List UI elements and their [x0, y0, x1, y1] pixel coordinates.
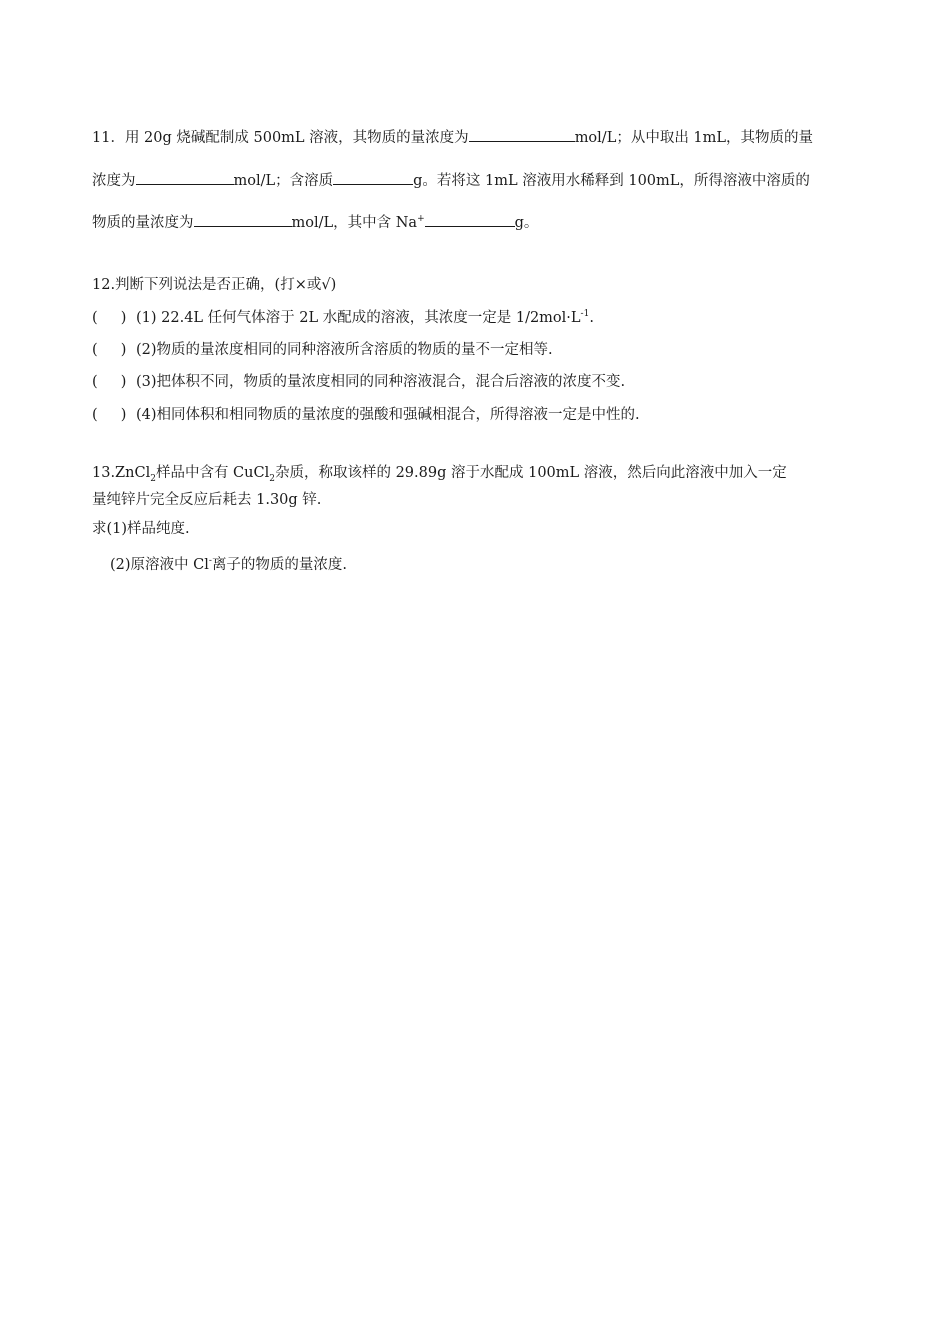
q12-title: 12.判断下列说法是否正确，(打×或√) [92, 277, 337, 293]
q12-item-text: (2)物质的量浓度相同的同种溶液所含溶质的物质的量不一定相等. [136, 342, 553, 358]
q12-item-3 [92, 372, 625, 392]
q12-item-4 [92, 405, 640, 425]
q12-item-text: (3)把体积不同，物质的量浓度相同的同种溶液混合，混合后溶液的浓度不变. [136, 374, 626, 390]
subscript: 2 [269, 473, 275, 484]
q12-item-text: . [589, 310, 594, 326]
q12-item-2 [92, 340, 553, 360]
q11-text: g。若将这 1mL 溶液用水稀释到 100mL，所得溶液中溶质的 [413, 173, 810, 189]
q13-text: 离子的物质的量浓度. [211, 557, 348, 573]
q13-line-4 [110, 555, 347, 575]
q11-text: 物质的量浓度为 [92, 215, 194, 231]
answer-blank-4[interactable] [194, 212, 292, 227]
answer-blank-3[interactable] [333, 170, 413, 185]
q13-text: 13.ZnCl [92, 465, 151, 481]
answer-paren-3[interactable]: ( ) [92, 374, 127, 390]
q13-line-1 [92, 463, 787, 483]
answer-paren-1[interactable]: ( ) [92, 310, 127, 326]
answer-paren-2[interactable]: ( ) [92, 342, 127, 358]
q11-line-3 [92, 212, 538, 233]
q11-text: mol/L，其中含 Na [291, 215, 418, 231]
q13-text: (2)原溶液中 Cl [110, 557, 209, 573]
answer-blank-1[interactable] [469, 127, 575, 142]
q11-text: 浓度为 [92, 173, 136, 189]
superscript: - [208, 556, 212, 567]
answer-paren-4[interactable]: ( ) [92, 407, 127, 423]
q13-text: 样品中含有 CuCl [155, 465, 270, 481]
q12-item-text: (1) 22.4L 任何气体溶于 2L 水配成的溶液，其浓度一定是 1/2mol·L [136, 310, 581, 326]
q11-text: 11．用 20g 烧碱配制成 500mL 溶液，其物质的量浓度为 [92, 130, 469, 146]
q11-line-2 [92, 170, 810, 191]
superscript: + [417, 214, 425, 225]
q12-item-1 [92, 308, 594, 328]
q11-text: g。 [514, 215, 539, 231]
q12-item-text: (4)相同体积和相同物质的量浓度的强酸和强碱相混合，所得溶液一定是中性的. [136, 407, 640, 423]
q13-line-3: 求(1)样品纯度. [92, 521, 190, 537]
q13-line-2: 量纯锌片完全反应后耗去 1.30g 锌. [92, 492, 322, 508]
q13-text: 杂质，称取该样的 29.89g 溶于水配成 100mL 溶液，然后向此溶液中加入一定 [274, 465, 787, 481]
q11-line-1 [92, 127, 813, 148]
q11-text: mol/L；含溶质 [233, 173, 334, 189]
q11-text: mol/L；从中取出 1mL，其物质的量 [574, 130, 814, 146]
answer-blank-2[interactable] [136, 170, 234, 185]
subscript: 2 [150, 473, 156, 484]
superscript: -1 [580, 309, 590, 320]
answer-blank-5[interactable] [425, 212, 515, 227]
